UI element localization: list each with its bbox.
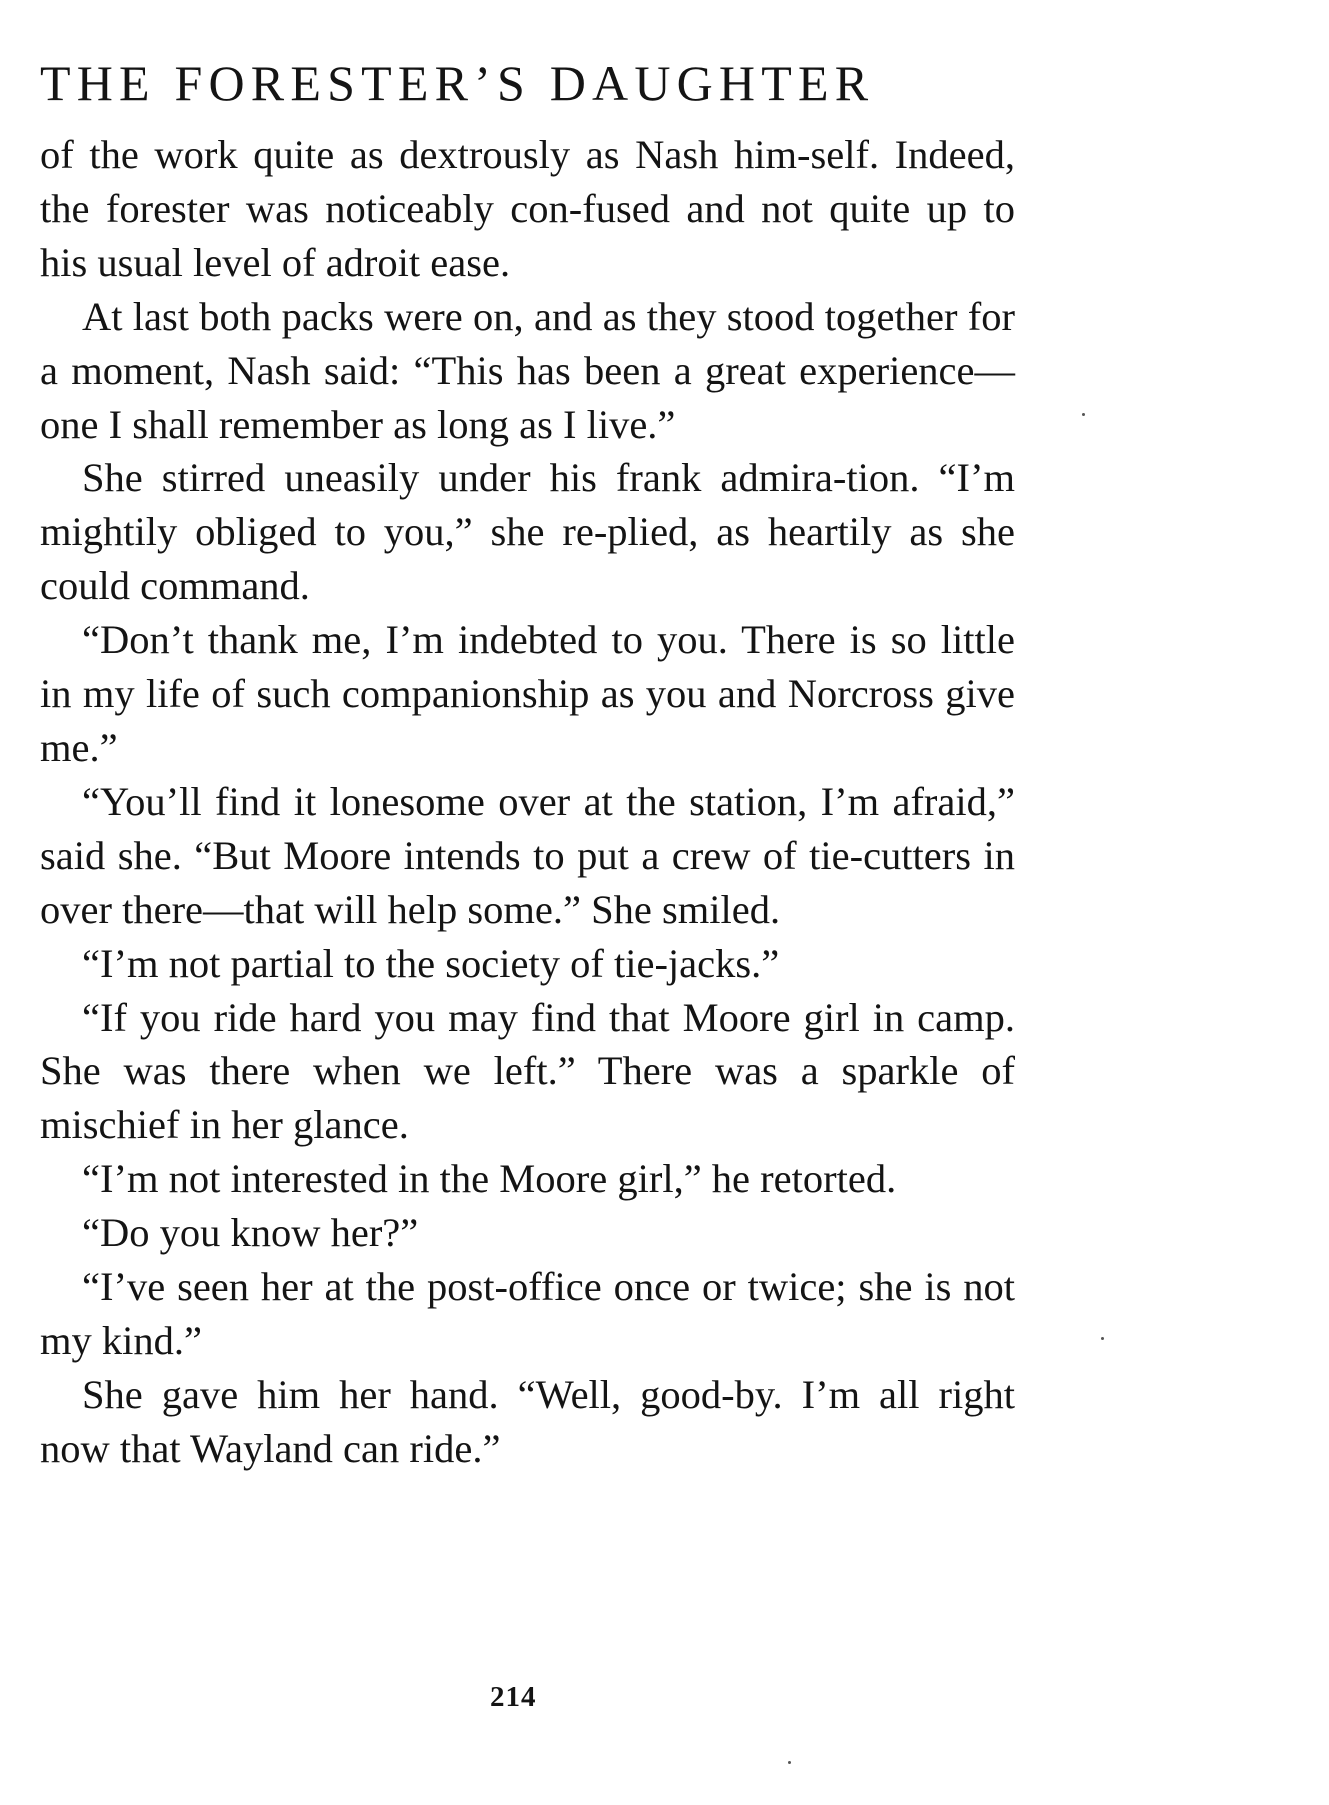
running-head: THE FORESTER’S DAUGHTER [40,55,875,111]
scan-speck [788,1761,791,1764]
paragraph: “If you ride hard you may find that Moore girl in camp. She was there when we left.” There was a sparkle of mischief in her glance. [40,994,1015,1148]
paragraph: “I’m not interested in the Moore girl,” he retorted. [82,1156,897,1202]
page-number: 214 [490,1681,537,1713]
paragraph: At last both packs were on, and as they stood together for a moment, Nash said: “This has been a great experience—one I shall remember as long as I live.” [40,293,1015,447]
paragraph: of the work quite as dextrously as Nash him-self. Indeed, the forester was noticeably con-fused and not quite up to his usual level of adroit ease. [40,132,1015,285]
paragraph: “I’m not partial to the society of tie-jacks.” [82,940,780,986]
book-page [40,52,1015,1476]
paragraph: She stirred uneasily under his frank admira-tion. “I’m mightily obliged to you,” she re-plied, as heartily as she could command. [40,455,1015,609]
paragraph: “You’ll find it lonesome over at the station, I’m afraid,” said she. “But Moore intends to put a crew of tie-cutters in over there—that will help some.” She smiled. [40,778,1015,932]
paragraph: “Don’t thank me, I’m indebted to you. There is so little in my life of such companionship as you and Norcross give me.” [40,617,1015,770]
scan-speck [1101,1337,1104,1340]
paragraph: “I’ve seen her at the post-office once or twice; she is not my kind.” [40,1264,1015,1363]
body-text [40,128,1015,1476]
paragraph: “Do you know her?” [82,1210,419,1256]
paragraph: She gave him her hand. “Well, good-by. I’m all right now that Wayland can ride.” [40,1371,1015,1471]
scan-speck [1082,413,1085,416]
